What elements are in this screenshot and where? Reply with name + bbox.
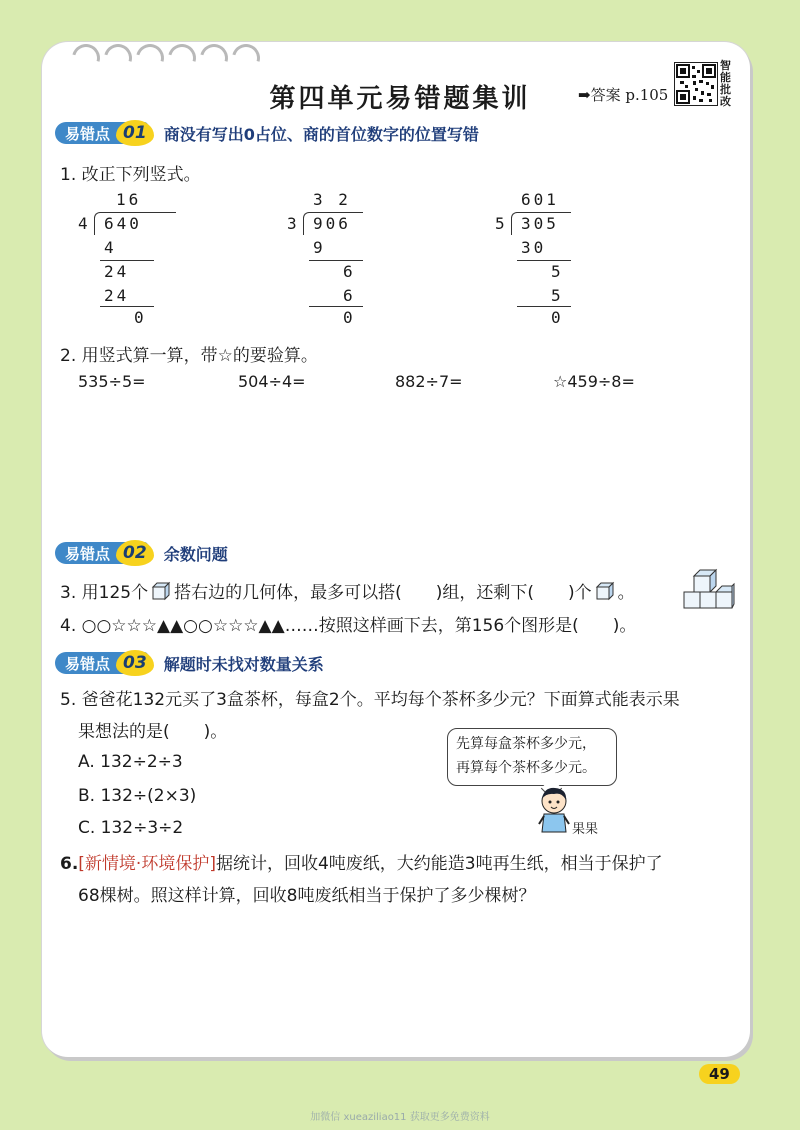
step: 30 <box>521 238 547 257</box>
section-number: 02 <box>116 540 154 566</box>
section-badge: 易错点 02 <box>55 542 148 564</box>
section-number: 03 <box>116 650 154 676</box>
dividend: 305 <box>521 214 559 233</box>
step: 24 <box>104 286 130 305</box>
section-topic: 解题时未找对数量关系 <box>163 654 324 674</box>
watermark: 加微信 xueaziliao11 获取更多免费资料 <box>310 1112 490 1123</box>
step: 24 <box>104 262 130 281</box>
question-1: 1. 改正下列竖式。 <box>60 165 201 185</box>
divisor: 4 <box>78 214 91 233</box>
dividend: 906 <box>313 214 351 233</box>
question-2: 2. 用竖式算一算，带☆的要验算。 <box>60 346 318 366</box>
dividend: 640 <box>104 214 142 233</box>
section-topic: 余数问题 <box>163 544 228 564</box>
character-name: 果果 <box>572 822 599 837</box>
divisor: 3 <box>287 214 300 233</box>
section-header-01 <box>55 120 479 146</box>
step: 0 <box>134 308 147 327</box>
speech-bubble: 先算每盒茶杯多少元， 再算每个茶杯多少元。 <box>447 728 617 786</box>
arrow-right-icon: ➡ <box>578 86 591 104</box>
section-topic: 商没有写出0占位、商的首位数字的位置写错 <box>163 124 479 144</box>
step: 0 <box>343 308 356 327</box>
option-c[interactable]: C. 132÷3÷2 <box>78 818 184 838</box>
question-6: 6.[新情境·环境保护]据统计，回收4吨废纸，大约能造3吨再生纸，相当于保护了 68棵树。照这样计算，回收8吨废纸相当于保护了多少棵树？ <box>60 854 663 906</box>
option-b[interactable]: B. 132÷(2×3) <box>78 786 197 806</box>
step: 4 <box>104 238 117 257</box>
question-3: 3. 用125个 搭右边的几何体，最多可以搭( )组，还剩下( )个 。 <box>60 578 635 603</box>
calc-item: 882÷7= <box>395 372 463 391</box>
divisor: 5 <box>495 214 508 233</box>
quotient: 3 2 <box>313 190 351 209</box>
smart-grading-label: 智能批改 <box>720 59 731 108</box>
section-header-02 <box>55 540 228 566</box>
answer-reference: ➡答案 p.105 <box>578 86 669 104</box>
section-badge: 易错点 03 <box>55 652 148 674</box>
question-5: 5. 爸爸花132元买了3盒茶杯，每盒2个。平均每个茶杯多少元？下面算式能表示果 果想法的是( )。 <box>60 690 680 742</box>
page-number: 49 <box>699 1064 740 1084</box>
step: 5 <box>551 286 564 305</box>
calc-item: 535÷5= <box>78 372 146 391</box>
cube-icon <box>595 581 615 601</box>
step: 6 <box>343 262 356 281</box>
section-header-03 <box>55 650 324 676</box>
option-a[interactable]: A. 132÷2÷3 <box>78 752 183 772</box>
qr-code-icon[interactable] <box>674 62 718 106</box>
question-4: 4. ○○☆☆☆▲▲○○☆☆☆▲▲……按照这样画下去，第156个图形是( )。 <box>60 616 637 636</box>
calc-item: 504÷4= <box>238 372 306 391</box>
quotient: 601 <box>521 190 559 209</box>
page-title: 第四单元易错题集训 <box>269 84 531 114</box>
quotient: 16 <box>116 190 142 209</box>
step: 5 <box>551 262 564 281</box>
section-number: 01 <box>116 120 154 146</box>
context-tag: [新情境·环境保护] <box>78 854 216 874</box>
section-badge: 易错点 01 <box>55 122 148 144</box>
step: 0 <box>551 308 564 327</box>
cube-icon <box>151 581 171 601</box>
step: 6 <box>343 286 356 305</box>
step: 9 <box>313 238 326 257</box>
calc-item: ☆459÷8= <box>553 372 635 391</box>
cartoon-boy-icon <box>536 786 572 836</box>
cube-stack-icon <box>682 566 736 610</box>
